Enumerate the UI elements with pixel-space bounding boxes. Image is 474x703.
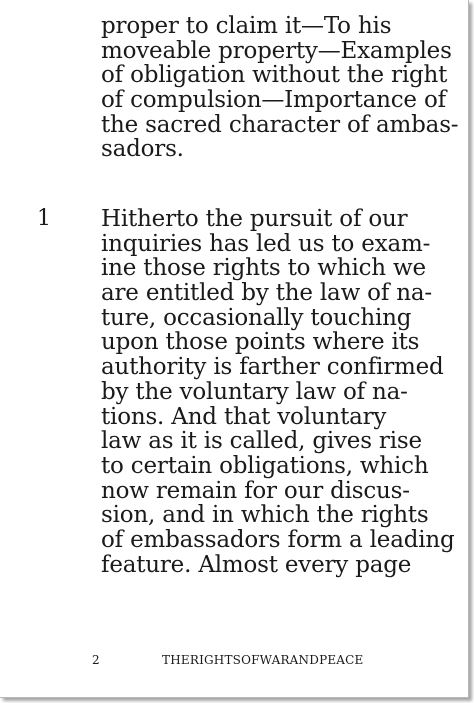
paragraph-text	[101, 207, 461, 577]
text-line: the sacred character of ambas-	[101, 111, 459, 138]
text-line: of obligation without the right	[101, 62, 448, 89]
text-line: of compulsion—Importance of	[101, 87, 446, 114]
page-footer	[0, 650, 468, 670]
text-line: proper to claim it—To his	[101, 13, 392, 39]
paragraph-number: 1	[37, 206, 51, 231]
text-line: sadors.	[101, 136, 184, 163]
text-line: sion, and in which the rights	[101, 502, 429, 529]
text-line: of embassadors form a leading	[101, 526, 455, 553]
text-line: authority is farther confirmed	[101, 354, 444, 381]
continuation-text	[101, 14, 461, 162]
text-line: ture, occasionally touching	[101, 304, 412, 331]
text-line: ine those rights to which we	[101, 255, 426, 282]
text-line: Hitherto the pursuit of our	[101, 206, 408, 232]
text-line: now remain for our discus-	[101, 477, 410, 504]
text-line: inquiries has led us to exam-	[101, 230, 431, 257]
text-line: by the voluntary law of na-	[101, 378, 408, 405]
text-line: moveable property—Examples	[101, 37, 452, 64]
text-line: tions. And that voluntary	[101, 403, 387, 430]
text-line: feature. Almost every page	[101, 551, 412, 578]
text-line: to certain obligations, which	[101, 452, 429, 479]
page-number: 2	[92, 653, 100, 667]
text-line: upon those points where its	[101, 329, 420, 356]
text-line: are entitled by the law of na-	[101, 280, 432, 307]
text-line: law as it is called, gives rise	[101, 428, 422, 455]
running-head: THERIGHTSOFWARANDPEACE	[162, 653, 364, 667]
